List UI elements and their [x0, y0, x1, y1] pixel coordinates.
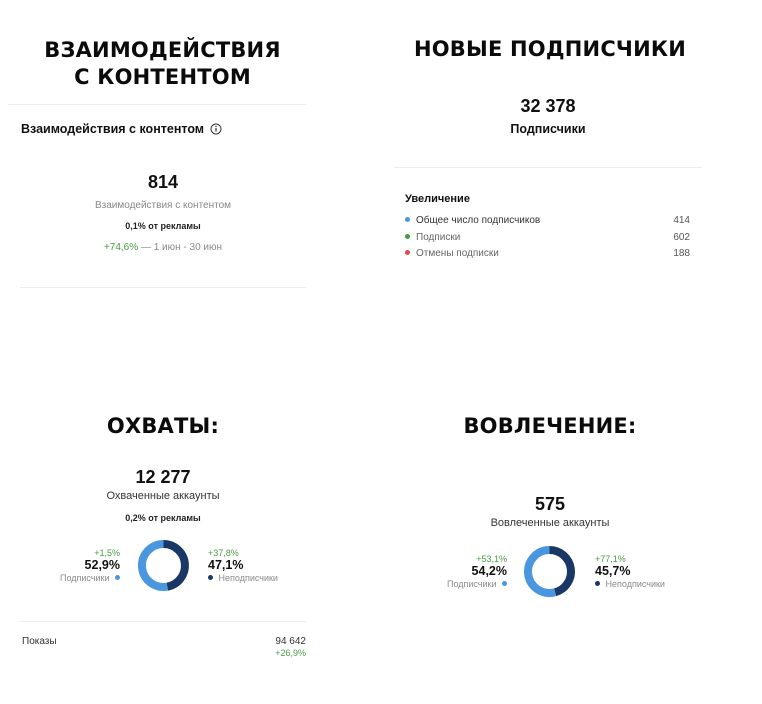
engagement-followers-change: +53,1%	[476, 554, 507, 564]
engagement-donut-chart	[522, 544, 577, 599]
impressions-change: +26,9%	[275, 648, 306, 658]
followers-legend-label: Подписчики	[446, 579, 497, 589]
donut-segment-followers	[142, 544, 167, 587]
engagement-followers-pct: 54,2%	[471, 564, 507, 578]
engagement-label: Вовлеченные аккаунты	[490, 517, 610, 529]
followers-legend-label: Подписчики	[59, 573, 110, 583]
interactions-period: — 1 июн - 30 июн	[140, 242, 223, 253]
reach-nonfollowers-pct: 47,1%	[208, 558, 244, 572]
growth-title: Увеличение	[405, 193, 470, 205]
interactions-title-text: Взаимодействия с контентом	[21, 122, 205, 136]
reach-label: Охваченные аккаунты	[106, 490, 220, 502]
divider	[8, 104, 306, 105]
light-blue-dot-icon	[115, 575, 120, 580]
engagement-value: 575	[534, 494, 566, 514]
interactions-change-row	[13, 242, 313, 253]
followers-value: 32 378	[520, 96, 576, 116]
engagement-donut-svg	[522, 544, 577, 599]
nonfollowers-legend-label: Неподписчики	[605, 579, 665, 589]
reach-followers-legend	[60, 573, 120, 583]
reach-donut-svg	[136, 538, 191, 593]
interactions-label: Взаимодействия с контентом	[94, 200, 232, 211]
divider	[20, 621, 306, 622]
engagement-nonfollowers-pct: 45,7%	[595, 564, 631, 578]
green-dot-icon	[405, 234, 410, 239]
navy-dot-icon	[208, 575, 213, 580]
section-heading-interactions	[40, 37, 285, 91]
interactions-change: +74,6%	[103, 242, 139, 253]
navy-dot-icon	[595, 581, 600, 586]
donut-segment-nonfollowers	[164, 544, 185, 587]
reach-ads-share: 0,2% от рекламы	[125, 513, 201, 523]
section-heading-engagement: ВОВЛЕЧЕНИЕ:	[463, 414, 637, 438]
divider	[394, 167, 702, 168]
heading-line-2: С КОНТЕНТОМ	[74, 65, 251, 89]
interactions-card-title	[21, 122, 222, 136]
heading-line-1: ВЗАИМОДЕЙСТВИЯ	[44, 38, 281, 62]
engagement-followers-legend	[447, 579, 507, 589]
reach-nonfollowers-change: +37,8%	[208, 548, 239, 558]
donut-segment-followers	[528, 550, 555, 593]
reach-followers-change: +1,5%	[94, 548, 120, 558]
legend-value: 414	[673, 215, 690, 226]
light-blue-dot-icon	[405, 217, 410, 222]
legend-row-total	[405, 215, 690, 226]
legend-value: 602	[673, 232, 690, 243]
legend-value: 188	[673, 248, 690, 259]
impressions-label: Показы	[22, 636, 57, 647]
engagement-nonfollowers-change: +77,1%	[595, 554, 626, 564]
impressions-value: 94 642	[275, 636, 306, 647]
legend-row-follows	[405, 232, 690, 243]
reach-followers-pct: 52,9%	[84, 558, 120, 572]
legend-row-unfollows	[405, 248, 690, 259]
legend-label: Подписки	[416, 232, 461, 243]
light-blue-dot-icon	[502, 581, 507, 586]
legend-label: Отмены подписки	[416, 248, 499, 259]
red-dot-icon	[405, 250, 410, 255]
donut-segment-nonfollowers	[550, 550, 571, 592]
nonfollowers-legend-label: Неподписчики	[218, 573, 278, 583]
reach-nonfollowers-legend	[208, 573, 278, 583]
legend-label: Общее число подписчиков	[416, 215, 541, 226]
engagement-nonfollowers-legend	[595, 579, 665, 589]
divider	[20, 287, 306, 288]
interactions-ads-share: 0,1% от рекламы	[125, 221, 201, 231]
interactions-value: 814	[147, 172, 179, 192]
info-icon[interactable]	[210, 123, 222, 135]
reach-donut-chart	[136, 538, 191, 593]
followers-label: Подписчики	[510, 122, 586, 136]
section-heading-followers: НОВЫЕ ПОДПИСЧИКИ	[413, 37, 687, 61]
reach-value: 12 277	[135, 467, 191, 487]
section-heading-reach: ОХВАТЫ:	[106, 414, 220, 438]
